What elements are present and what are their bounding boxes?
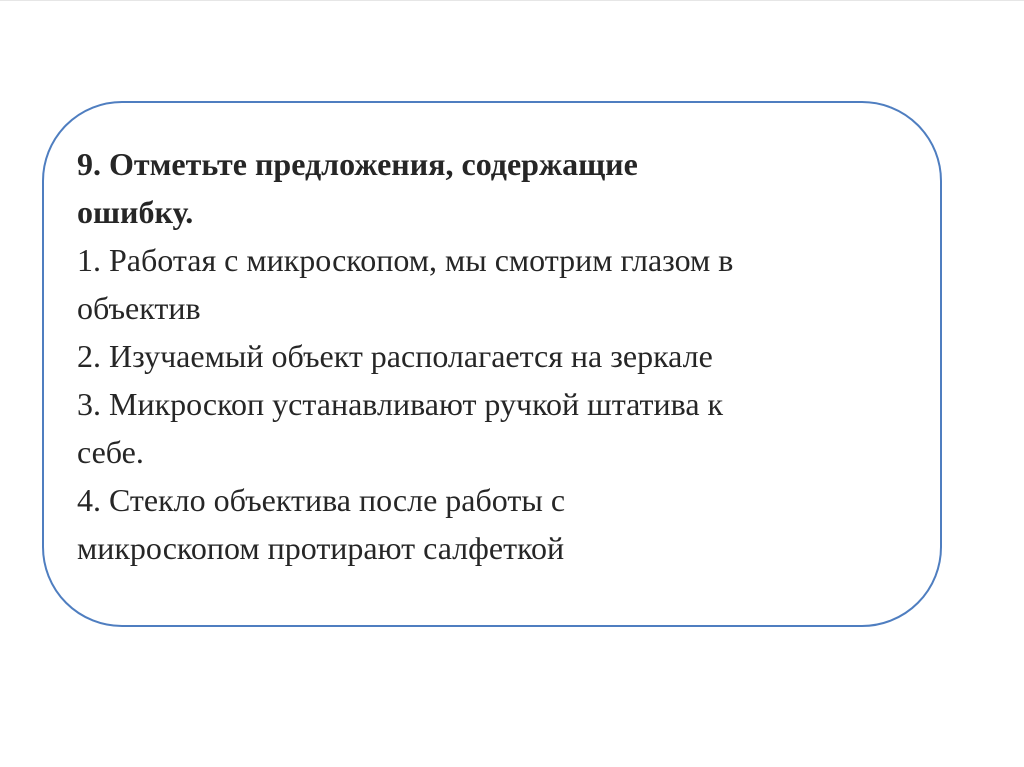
- option-4-line-1: 4. Стекло объектива после работы с: [77, 482, 566, 518]
- question-text: [77, 140, 917, 572]
- option-1-line-2: объектив: [77, 290, 201, 326]
- option-1-line-1: 1. Работая с микроскопом, мы смотрим глазом в: [77, 242, 734, 278]
- option-2-line-1: 2. Изучаемый объект располагается на зеркале: [77, 338, 713, 374]
- option-4-line-2: микроскопом протирают салфеткой: [77, 530, 565, 566]
- question-title-line-2: ошибку.: [77, 194, 194, 230]
- question-title-line-1: 9. Отметьте предложения, содержащие: [77, 146, 638, 182]
- option-3-line-2: себе.: [77, 434, 144, 470]
- option-3-line-1: 3. Микроскоп устанавливают ручкой штатива к: [77, 386, 724, 422]
